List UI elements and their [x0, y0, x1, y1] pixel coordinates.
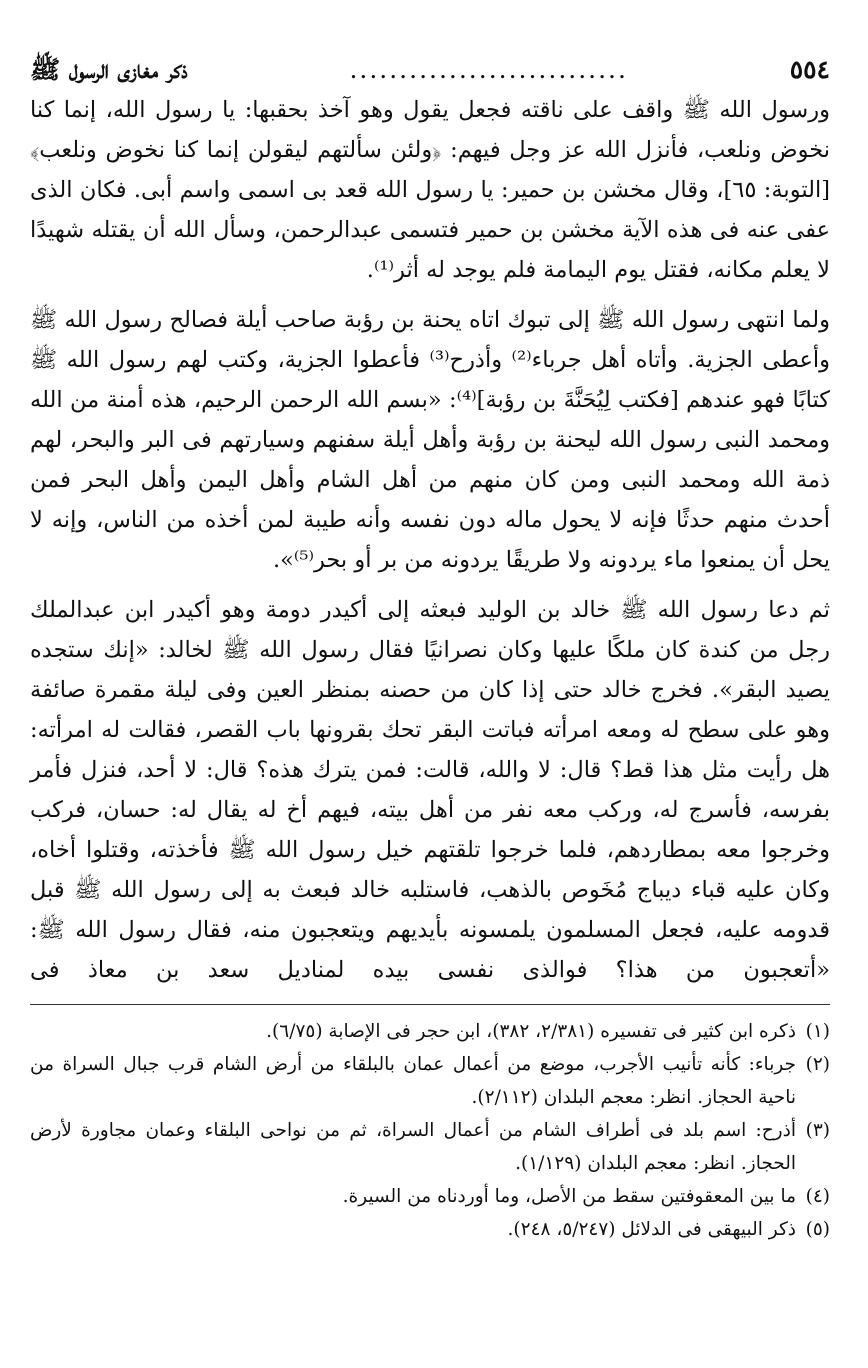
- footnotes-list: [30, 1015, 830, 1246]
- footnote-text: أذرح: اسم بلد فى أطراف الشام من أعمال السراة، ثم من نواحى البلقاء وعمان مجاورة لأرض الحجاز. انظر: معجم البلدان (١/١٢٩).: [30, 1120, 796, 1174]
- footnote-5: [30, 1213, 830, 1246]
- footnote-4: [30, 1180, 830, 1213]
- footnote-number: (٣): [805, 1120, 830, 1141]
- page-header: [30, 50, 830, 90]
- footnote-2: [30, 1048, 830, 1114]
- running-title: ذكر مغازى الرسول ﷺ: [30, 55, 188, 84]
- footnote-text: جرباء: كأنه تأنيب الأجرب، موضع من أعمال عمان بالبلقاء من أرض الشام قرب جبال السراة من ناحية الحجاز. انظر: معجم البلدان (٢/١١٢).: [30, 1054, 796, 1108]
- paragraph-3: ثم دعا رسول الله ﷺ خالد بن الوليد فبعثه إلى أكيدر دومة وهو أكيدر ابن عبدالملك رجل من كندة كان ملكًا عليها وكان نصرانيًا فقال رسول الله ﷺ لخالد: «إنك ستجده يصيد البقر». فخرج خالد حتى إذا كان من حصنه بمنظر العين وفى ليلة مقمرة صائفة وهو على سطح له ومعه امرأته فباتت البقر تحك بقرونها باب القصر، فقالت له امرأته: هل رأيت مثل هذا قط؟ قال: لا والله، قالت: فمن يترك هذه؟ قال: لا أحد، فنزل فأمر بفرسه، فأسرج له، وركب معه نفر من أهل بيته، فيهم أخ له يقال له: حسان، فركب وخرجوا معه بمطاردهم، فلما خرجوا تلقتهم خيل رسول الله ﷺ فأخذته، وقتلوا أخاه، وكان عليه قباء ديباج مُخَوص بالذهب، فاستلبه خالد فبعث به إلى رسول الله ﷺ قبل قدومه عليه، فجعل المسلمون يلمسونه بأيديهم ويتعجبون منه، فقال رسول الله ﷺ: «أتعجبون من هذا؟ فوالذى نفسى بيده لمناديل سعد بن معاذ فى: [30, 597, 830, 983]
- footnote-text: ما بين المعقوفتين سقط من الأصل، وما أوردناه من السيرة.: [342, 1186, 796, 1207]
- footnote-divider: [30, 1004, 830, 1005]
- footnote-number: (٤): [805, 1186, 830, 1207]
- footnote-number: (٢): [805, 1054, 830, 1075]
- footnote-text: ذكر البيهقى فى الدلائل (٥/٢٤٧، ٢٤٨).: [507, 1219, 796, 1240]
- paragraph-1: ورسول الله ﷺ واقف على ناقته فجعل يقول وهو آخذ بحقبها: يا رسول الله، إنما كنا نخوض ونلعب، فأنزل الله عز وجل فيهم: ﴿ولئن سألتهم ليقولن إنما كنا نخوض ونلعب﴾ [التوبة: ٦٥]، وقال مخشن بن حمير: يا رسول الله قعد بى اسمى واسم أبى. فكان الذى عفى عنه فى هذه الآية مخشن بن حمير فتسمى عبدالرحمن، وسأل الله أن يقتله شهيدًا لا يعلم مكانه، فقتل يوم اليمامة فلم يوجد له أثر⁽¹⁾.: [30, 97, 830, 283]
- footnote-number: (٥): [805, 1219, 830, 1240]
- footnote-1: [30, 1015, 830, 1048]
- paragraph-2: ولما انتهى رسول الله ﷺ إلى تبوك اتاه يحنة بن رؤبة صاحب أيلة فصالح رسول الله ﷺ وأعطى الجزية. وأتاه أهل جرباء⁽²⁾ وأذرح⁽³⁾ فأعطوا الجزية، وكتب لهم رسول الله ﷺ كتابًا فهو عندهم [فكتب لِيُحَنَّةَ بن رؤبة]⁽⁴⁾: «بسم الله الرحمن الرحيم، هذه أمنة من الله ومحمد النبى رسول الله ليحنة بن رؤبة وأهل أيلة سفنهم وسيارتهم فى البر والبحر، لهم ذمة الله ومحمد النبى ومن كان منهم من أهل الشام وأهل اليمن وأهل البحر فمن أحدث منهم حدثًا فإنه لا يحول ماله دون نفسه وأنه طيبة لمن أخذه من الناس، وإنه لا يحل أن يمنعوا ماء يردونه ولا طريقًا يردونه من بر أو بحر⁽⁵⁾».: [30, 307, 830, 573]
- footnote-number: (١): [805, 1021, 830, 1042]
- header-leader-dots: ............................: [349, 55, 628, 84]
- footnote-text: ذكره ابن كثير فى تفسيره (٢/٣٨١، ٣٨٢)، ابن حجر فى الإصابة (٦/٧٥).: [266, 1021, 796, 1042]
- page-number: ٥٥٤: [789, 55, 830, 84]
- footnote-3: [30, 1114, 830, 1180]
- main-text: [30, 90, 830, 990]
